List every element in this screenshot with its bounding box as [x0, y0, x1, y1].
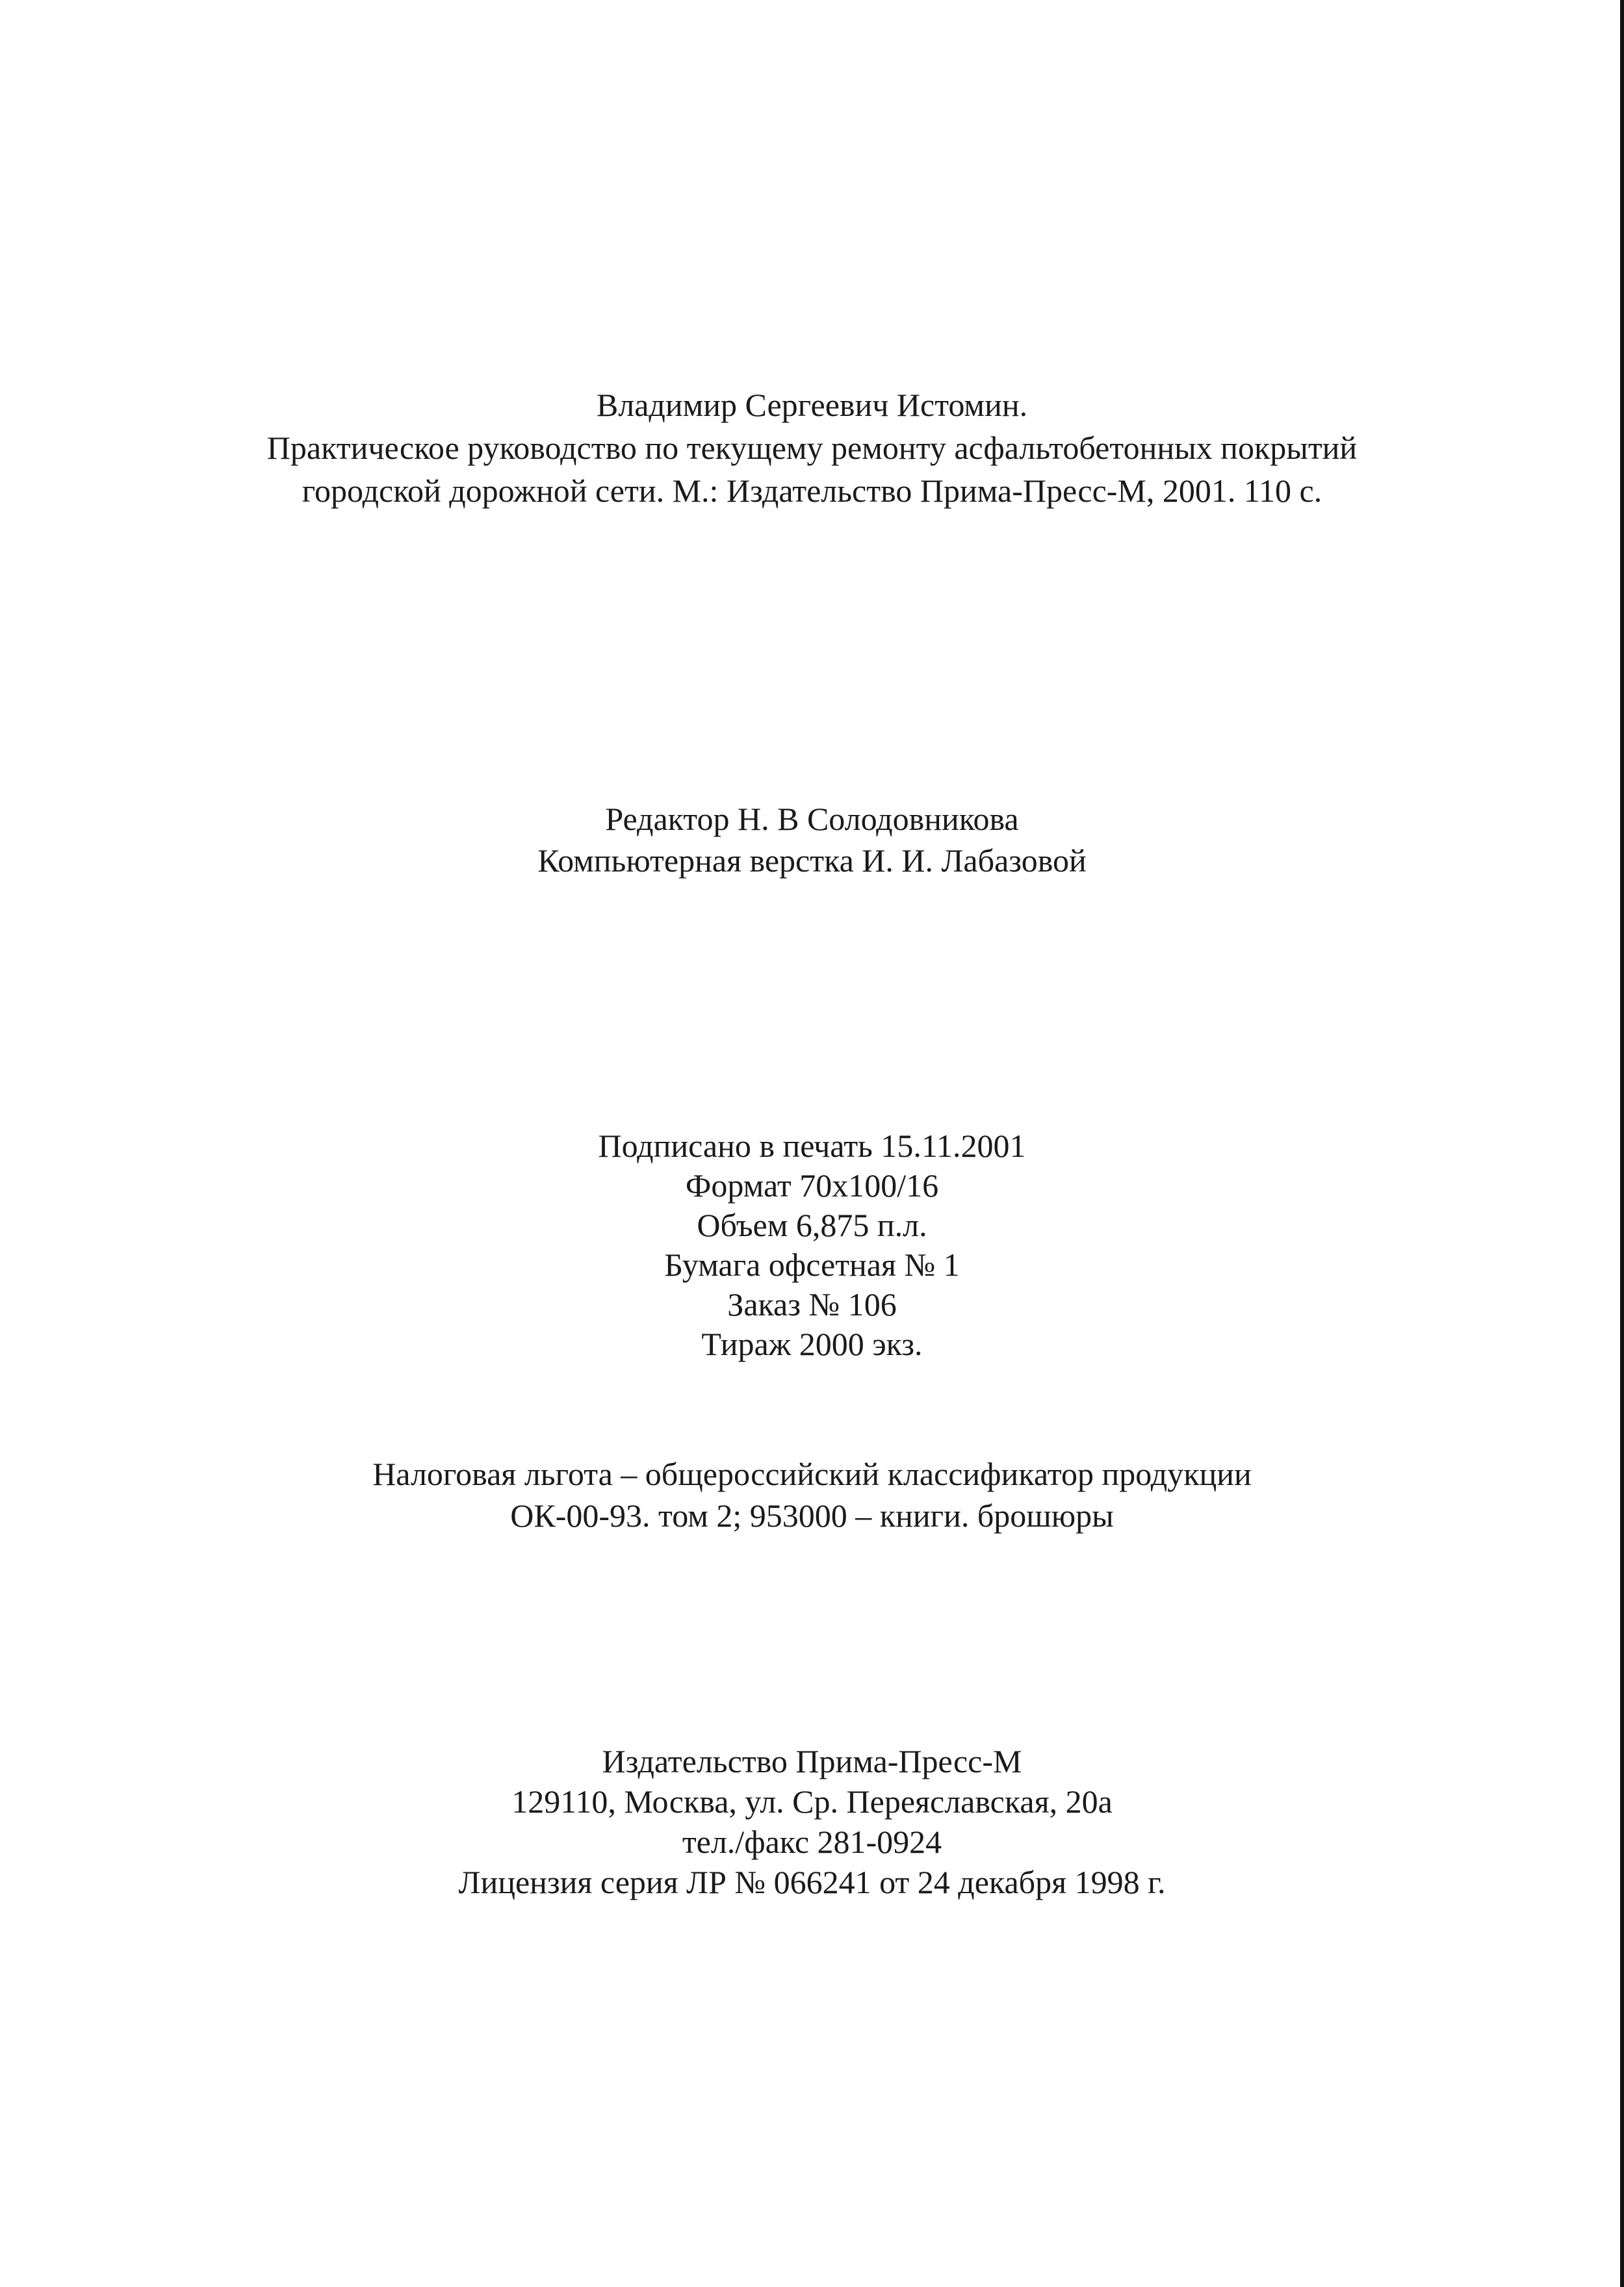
tax-line-2: ОК-00-93. том 2; 953000 – книги. брошюры: [510, 1497, 1114, 1534]
book-title-line-2: городской дорожной сети. М.: Издательство Прима-Пресс-М, 2001. 110 с.: [302, 472, 1322, 509]
publisher-block: [0, 1741, 1624, 1902]
print-info-block: [0, 1126, 1624, 1364]
bibliographic-block: [0, 383, 1624, 512]
print-volume: Объем 6,875 п.л.: [697, 1207, 927, 1243]
publisher-name: Издательство Прима-Пресс-М: [602, 1743, 1022, 1779]
publisher-phone: тел./факс 281-0924: [682, 1824, 942, 1860]
print-run: Тираж 2000 экз.: [701, 1326, 923, 1362]
publisher-license: Лицензия серия ЛР № 066241 от 24 декабря 1998 г.: [458, 1864, 1166, 1900]
tax-benefit-block: [0, 1453, 1624, 1536]
order-number: Заказ № 106: [727, 1286, 897, 1323]
paper-type: Бумага офсетная № 1: [664, 1247, 960, 1283]
book-title-line-1: Практическое руководство по текущему ремонту асфальтобетонных покрытий: [266, 430, 1358, 466]
author-name: Владимир Сергеевич Истомин.: [596, 387, 1028, 423]
tax-line-1: Налоговая льгота – общероссийский классификатор продукции: [372, 1456, 1252, 1492]
editor-credit: Редактор Н. В Солодовникова: [605, 801, 1019, 837]
layout-credit: Компьютерная верстка И. И. Лабазовой: [537, 842, 1087, 879]
publisher-address: 129110, Москва, ул. Ср. Переяславская, 20а: [511, 1783, 1113, 1820]
credits-block: [0, 798, 1624, 881]
print-format: Формат 70х100/16: [685, 1167, 939, 1204]
signed-to-print: Подписано в печать 15.11.2001: [598, 1128, 1026, 1164]
